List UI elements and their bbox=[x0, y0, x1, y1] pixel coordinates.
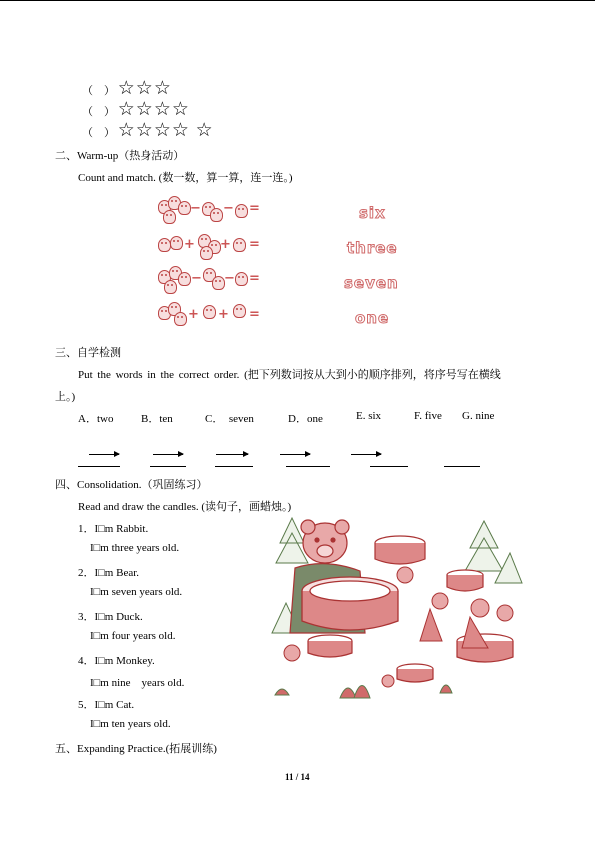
item-2-age: I□m seven years old. bbox=[90, 586, 183, 598]
section3-heading: 三、自学检测 bbox=[55, 347, 121, 359]
section2-heading: 二、Warm-up（热身活动） bbox=[55, 150, 185, 162]
star-icons: ☆☆☆☆ ☆ bbox=[117, 120, 214, 141]
option-f: F. five bbox=[414, 410, 442, 422]
option-b: B．ten bbox=[141, 413, 173, 425]
section2-instruction: Count and match. (数一数，算一算，连一连。) bbox=[78, 172, 293, 184]
item-3-age: I□m four years old. bbox=[90, 630, 176, 642]
answer-blank[interactable] bbox=[286, 466, 330, 467]
section4-instruction: Read and draw the candles. (读句子，画蜡烛。) bbox=[78, 501, 292, 513]
answer-blank[interactable] bbox=[370, 466, 408, 467]
star-row-2: （ ） ☆☆☆☆ bbox=[82, 99, 190, 120]
option-a: A．two bbox=[78, 413, 114, 425]
star-row-1: （ ） ☆☆☆ bbox=[82, 78, 172, 99]
number-word-six: six bbox=[359, 204, 386, 222]
item-4-age: I□m nine years old. bbox=[90, 677, 185, 689]
item-5-name: 5．I□m Cat. bbox=[78, 699, 135, 711]
arrow-icon bbox=[280, 454, 310, 455]
page-number: 11 / 14 bbox=[285, 772, 310, 782]
answer-blank[interactable] bbox=[444, 466, 480, 467]
star-row-3: （ ） ☆☆☆☆ ☆ bbox=[82, 120, 214, 141]
item-1-age: I□m three years old. bbox=[90, 542, 180, 554]
item-5-age: I□m ten years old. bbox=[90, 718, 171, 730]
option-e: E. six bbox=[356, 410, 382, 422]
arrow-icon bbox=[153, 454, 183, 455]
number-word-one: one bbox=[355, 309, 390, 327]
page-top-rule bbox=[0, 0, 595, 1]
section5-heading: 五、Expanding Practice.(拓展训练) bbox=[55, 743, 217, 755]
option-c: C． seven bbox=[205, 413, 254, 425]
arrow-icon bbox=[351, 454, 381, 455]
option-g: G. nine bbox=[462, 410, 495, 422]
item-3-name: 3．I□m Duck. bbox=[78, 611, 143, 623]
section3-instruction-line2: 上。) bbox=[55, 391, 76, 403]
item-2-name: 2．I□m Bear. bbox=[78, 567, 140, 579]
section3-instruction-line1: Put the words in the correct order. (把下列数词按从大到小的顺序排列，将序号写在横线 bbox=[78, 369, 501, 381]
star-icons: ☆☆☆☆ bbox=[117, 99, 190, 120]
section4-heading: 四、Consolidation.（巩固练习） bbox=[55, 479, 208, 491]
animals-with-cakes-illustration bbox=[270, 513, 525, 703]
answer-blank[interactable] bbox=[150, 466, 186, 467]
item-1-name: 1．I□m Rabbit. bbox=[78, 523, 149, 535]
number-word-seven: seven bbox=[344, 274, 399, 292]
number-word-three: three bbox=[347, 239, 398, 257]
item-4-name: 4．I□m Monkey. bbox=[78, 655, 155, 667]
answer-blank[interactable] bbox=[78, 466, 120, 467]
star-icons: ☆☆☆ bbox=[117, 78, 172, 99]
arrow-icon bbox=[89, 454, 119, 455]
arrow-icon bbox=[216, 454, 248, 455]
option-d: D．one bbox=[288, 413, 323, 425]
answer-blank[interactable] bbox=[215, 466, 253, 467]
